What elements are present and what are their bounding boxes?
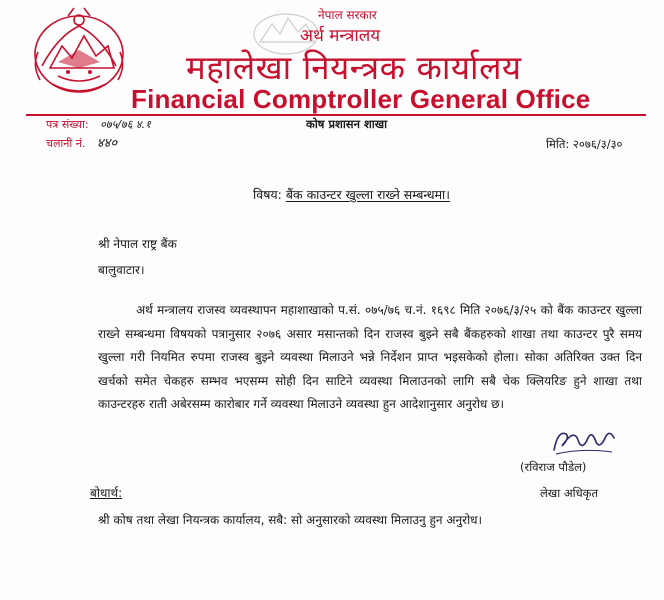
recipient-location: बालुवाटार। <box>98 263 145 277</box>
office-name-english: Financial Comptroller General Office <box>131 84 591 114</box>
office-name-nepali: महालेखा नियन्त्रक कार्यालय <box>186 48 522 87</box>
letter-date: मिति: २०७६/३/३० <box>546 137 623 151</box>
handwritten-signature <box>548 424 618 458</box>
recipient-name: श्री नेपाल राष्ट्र बैंक <box>98 237 177 251</box>
body-paragraph-text: अर्थ मन्त्रालय राजस्व व्यवस्थापन महाशाखाको प.सं. ०७५/७६ च.नं. १६९८ मिति २०७६/३/२५ को बैंक काउन्टर खुल्ला राख्ने सम्बन्धमा विषयको पत्रानुसार २०७६ असार मसान्तको दिन राजस्व बुझ्ने सबै बैंकहरुको शाखा तथा काउन्टर पुरै समय खुल्ला गरी नियमित रुपमा राजस्व बुझ्ने व्यवस्था मिलाउने भन्ने निर्देशन प्राप्त भइसकेको होला। सोका अतिरिक्त उक्त दिन खर्चको समेत चेकहरु सम्भव भएसम्म सोही दिन साटिने व्यवस्था मिलाउनको लागि सबै चेक क्लियरिङ हुने शाखा तथा काउन्टरहरु राती अबेरसम्म कारोबार गर्ने व्यवस्था मिलाउने व्यवस्था हुन आदेशानुसार अनुरोध छ। <box>98 303 642 411</box>
header-divider <box>26 114 646 116</box>
subject-line <box>253 186 450 203</box>
signatory-name: (रविराज पौडेल) <box>520 460 587 474</box>
ministry-name: अर्थ मन्त्रालय <box>300 26 381 46</box>
cc-heading: बोधार्थ: <box>90 486 123 500</box>
cc-text: श्री कोष तथा लेखा नियन्त्रक कार्यालय, सबै: सो अनुसारको व्यवस्था मिलाउनु हुन अनुरोध। <box>98 513 483 527</box>
signatory-designation: लेखा अधिकृत <box>540 486 599 500</box>
body-paragraph <box>98 299 642 417</box>
government-name: नेपाल सरकार <box>318 8 377 22</box>
subject-text: बैंक काउन्टर खुल्ला राख्ने सम्बन्धमा। <box>285 187 451 202</box>
subject-label: विषय: <box>253 187 282 202</box>
nepal-coat-of-arms-icon <box>28 6 130 98</box>
letter-number <box>46 117 151 132</box>
letter-number-value: ०७५/७६ ४.१ <box>100 118 151 131</box>
dispatch-number-value: ४४० <box>96 136 118 151</box>
branch-name: कोष प्रशासन शाखा <box>306 117 388 131</box>
dispatch-number-label: चलानी नं. <box>46 137 86 150</box>
dispatch-number <box>46 133 117 151</box>
letter-number-label: पत्र संख्या: <box>46 118 89 131</box>
